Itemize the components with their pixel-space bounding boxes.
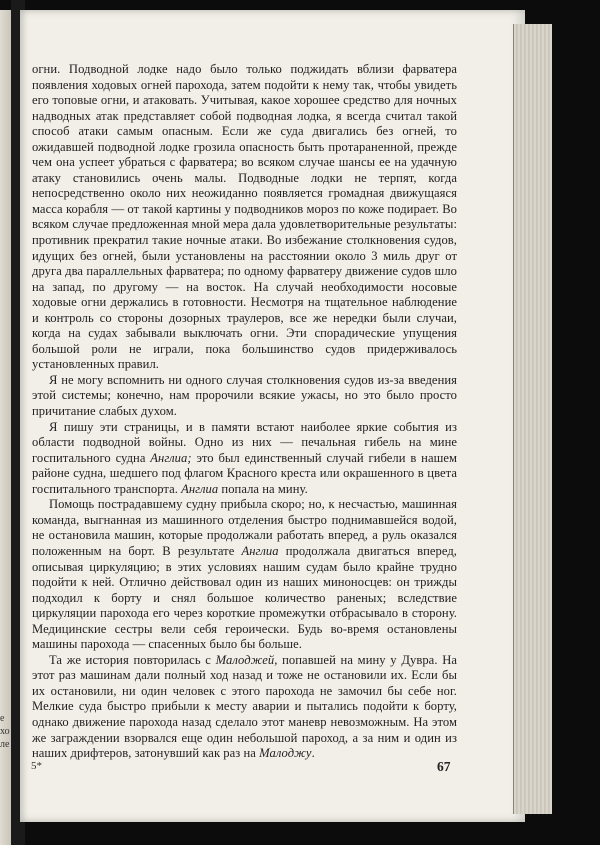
ship-name: Англиа; — [150, 450, 192, 465]
paragraph — [32, 497, 457, 652]
ship-name: Малоджей — [215, 652, 275, 667]
text-run: огни. Подводной лодке надо было только поджидать вблизи фарватера появления ходовых огней парохода, затем подойти к нему так, чтобы увидеть его топовые огни, и атаковать. Учитывая, какое хорошее средство для ночных надводных атак представляет собой подводная лодка, я всегда считал такой способ атаки самым опасным. Если же суда двигались без огней, то ожидавшей подводной лодке грозила опасность быть протараненной, прежде чем она успеет убраться с фарватера; во всяком случае шансы ее на удачную атаку становились очень малы. Подводные лодки не терпят, когда непосредственно около них неожиданно появляется громадная движущаяся масса корабля — от такой картины у подводников мороз по коже подирает. Во всяком случае предложенная мной мера дала удовлетворительные результаты: противник прекратил такие ночные атаки. Во избежание столкновения судов, идущих без огней, были установлены на расстоянии около 3 миль друг от друга два параллельных фарватера; по одному фарватеру движение судов шло на запад, по другому — на восток. На случай необходимости носовые ходовые огни держались в готовности. Несмотря на тщательное наблюдение и контроль со стороны дозорных траулеров, все же нередки были случаи, когда на судах забывали выключать огни. Эти спорадические упущения большой роли не играли, пока большинство судов придерживалось установленных правил. — [32, 62, 457, 372]
text-run: Я пишу эти страницы, и в памяти встают наиболее яркие события из области подводной войны. Одно из них — печальная гибель на мине госпитального судна — [32, 419, 457, 465]
ship-name: Англиа — [241, 543, 279, 558]
text-run: продолжала двигаться вперед, описывая циркуляцию; в этих условиях нашим судам было крайне трудно подойти к ней. Отлично действовал один из наших миноносцев: он трижды подходил к борту и снял большое количество раненых; вследствие циркуляции парохода его через короткие промежутки отбрасывало в сторону. Медицинские сестры вели себя героически. Будь во-время остановлены машины парохода — спасенных было бы больше. — [32, 543, 458, 652]
body-text — [32, 62, 457, 762]
paragraph — [32, 653, 457, 762]
text-run: Помощь пострадавшему судну прибыла скоро; но, к несчастью, машинная команда, выгнанная из машинного отделения быстро поднимавшейся водой, не остановила машин, которые продолжали работать вперед, а руль оказался положенным на борт. В результате — [32, 497, 457, 558]
paragraph — [32, 62, 457, 373]
ship-name: Англиа — [181, 481, 219, 496]
text-run: Та же история повторилась с — [49, 652, 216, 667]
ship-name: Малоджу — [259, 746, 312, 761]
page-number: 67 — [437, 759, 451, 774]
signature-mark: 5* — [31, 760, 42, 772]
paragraph — [32, 373, 457, 420]
text-run: попала на мину. — [218, 481, 308, 496]
text-run: Я не могу вспомнить ни одного случая столкновения судов из-за введения этой системы; конечно, нам пророчили всякие ужасы, но это было просто причитание слабых духом. — [32, 372, 457, 419]
text-run: . — [311, 746, 315, 761]
text-run: , попавшей на мину у Дувра. На этот раз машинам дали полный ход назад и тоже не остановили их. Если бы их остановили, ни один человек с этого парохода не замочил бы себе ног. Мелкие суда быстро прибыли к месту аварии и пытались подойти к борту, однако движение парохода назад сделало этот маневр невозможным. На этом же заграждении взорвался еще один небольшой пароход, а за ним и один из наших дрифтеров, затонувший как раз на — [32, 652, 457, 761]
page-stack-edge — [513, 24, 552, 814]
previous-page-text-fragment: е хо ле — [0, 713, 10, 750]
text-run: это был единственный случай гибели в нашем районе судна, шедшего под флагом Красного креста или окрашенного в цвета госпитального транспорта. — [32, 450, 457, 496]
paragraph — [32, 420, 457, 498]
